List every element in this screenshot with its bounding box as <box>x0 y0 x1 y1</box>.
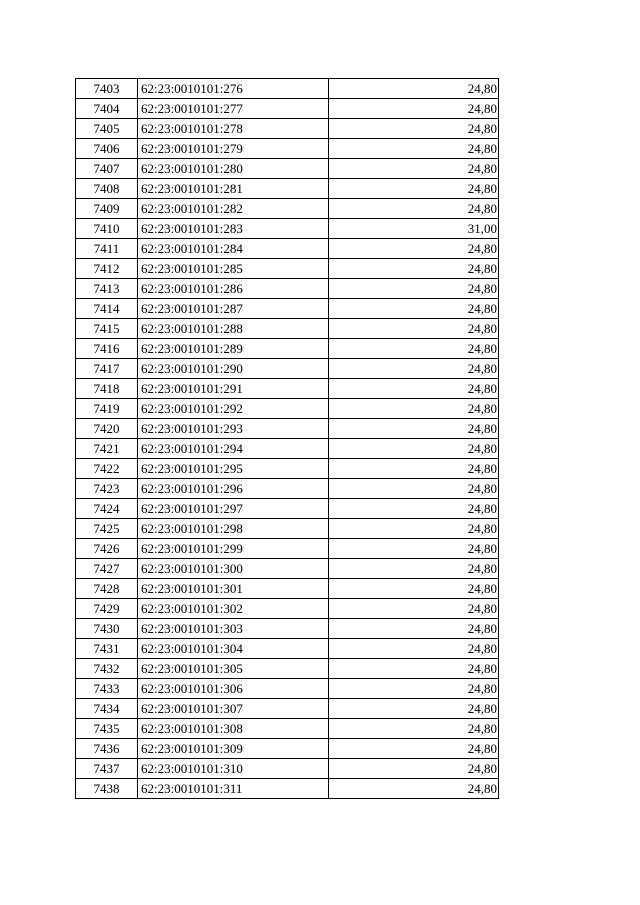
table-row <box>76 739 499 759</box>
row-number-cell: 7435 <box>76 719 138 739</box>
cadastral-number-cell: 62:23:0010101:286 <box>138 279 329 299</box>
row-number-cell: 7438 <box>76 779 138 799</box>
cadastral-number-cell: 62:23:0010101:302 <box>138 599 329 619</box>
area-cell: 24,80 <box>329 259 499 279</box>
cadastral-number-cell: 62:23:0010101:287 <box>138 299 329 319</box>
row-number-cell: 7422 <box>76 459 138 479</box>
row-number-cell: 7429 <box>76 599 138 619</box>
area-cell: 24,80 <box>329 499 499 519</box>
cadastral-number-cell: 62:23:0010101:277 <box>138 99 329 119</box>
table-row <box>76 599 499 619</box>
area-cell: 24,80 <box>329 559 499 579</box>
table-row <box>76 719 499 739</box>
table-row <box>76 339 499 359</box>
area-cell: 24,80 <box>329 239 499 259</box>
cadastral-number-cell: 62:23:0010101:311 <box>138 779 329 799</box>
row-number-cell: 7412 <box>76 259 138 279</box>
cadastral-number-cell: 62:23:0010101:304 <box>138 639 329 659</box>
cadastral-number-cell: 62:23:0010101:280 <box>138 159 329 179</box>
area-cell: 24,80 <box>329 579 499 599</box>
area-cell: 24,80 <box>329 639 499 659</box>
row-number-cell: 7423 <box>76 479 138 499</box>
area-cell: 24,80 <box>329 739 499 759</box>
cadastral-number-cell: 62:23:0010101:289 <box>138 339 329 359</box>
area-cell: 24,80 <box>329 659 499 679</box>
area-cell: 31,00 <box>329 219 499 239</box>
area-cell: 24,80 <box>329 99 499 119</box>
area-cell: 24,80 <box>329 279 499 299</box>
row-number-cell: 7409 <box>76 199 138 219</box>
cadastral-number-cell: 62:23:0010101:284 <box>138 239 329 259</box>
table-row <box>76 499 499 519</box>
area-cell: 24,80 <box>329 199 499 219</box>
area-cell: 24,80 <box>329 459 499 479</box>
cadastral-number-cell: 62:23:0010101:290 <box>138 359 329 379</box>
table-row <box>76 199 499 219</box>
row-number-cell: 7403 <box>76 79 138 99</box>
table-row <box>76 639 499 659</box>
cadastral-number-cell: 62:23:0010101:305 <box>138 659 329 679</box>
table-row <box>76 179 499 199</box>
cadastral-number-cell: 62:23:0010101:295 <box>138 459 329 479</box>
row-number-cell: 7431 <box>76 639 138 659</box>
row-number-cell: 7413 <box>76 279 138 299</box>
table-row <box>76 299 499 319</box>
area-cell: 24,80 <box>329 439 499 459</box>
table-row <box>76 439 499 459</box>
cadastral-number-cell: 62:23:0010101:299 <box>138 539 329 559</box>
row-number-cell: 7419 <box>76 399 138 419</box>
table-row <box>76 319 499 339</box>
cadastral-number-cell: 62:23:0010101:300 <box>138 559 329 579</box>
cadastral-number-cell: 62:23:0010101:306 <box>138 679 329 699</box>
row-number-cell: 7415 <box>76 319 138 339</box>
row-number-cell: 7420 <box>76 419 138 439</box>
table-row <box>76 399 499 419</box>
table-row <box>76 239 499 259</box>
area-cell: 24,80 <box>329 319 499 339</box>
row-number-cell: 7418 <box>76 379 138 399</box>
table-row <box>76 679 499 699</box>
area-cell: 24,80 <box>329 339 499 359</box>
area-cell: 24,80 <box>329 419 499 439</box>
cadastral-number-cell: 62:23:0010101:296 <box>138 479 329 499</box>
cadastral-number-cell: 62:23:0010101:291 <box>138 379 329 399</box>
cadastral-number-cell: 62:23:0010101:282 <box>138 199 329 219</box>
table-row <box>76 419 499 439</box>
area-cell: 24,80 <box>329 539 499 559</box>
table-row <box>76 619 499 639</box>
row-number-cell: 7408 <box>76 179 138 199</box>
row-number-cell: 7405 <box>76 119 138 139</box>
cadastral-number-cell: 62:23:0010101:279 <box>138 139 329 159</box>
table-row <box>76 779 499 799</box>
row-number-cell: 7428 <box>76 579 138 599</box>
area-cell: 24,80 <box>329 399 499 419</box>
table-row <box>76 259 499 279</box>
area-cell: 24,80 <box>329 519 499 539</box>
row-number-cell: 7411 <box>76 239 138 259</box>
table-row <box>76 379 499 399</box>
cadastral-number-cell: 62:23:0010101:310 <box>138 759 329 779</box>
area-cell: 24,80 <box>329 599 499 619</box>
table-row <box>76 659 499 679</box>
row-number-cell: 7430 <box>76 619 138 639</box>
row-number-cell: 7426 <box>76 539 138 559</box>
registry-table-body <box>76 79 499 799</box>
area-cell: 24,80 <box>329 379 499 399</box>
table-row <box>76 519 499 539</box>
cadastral-number-cell: 62:23:0010101:297 <box>138 499 329 519</box>
cadastral-number-cell: 62:23:0010101:288 <box>138 319 329 339</box>
table-row <box>76 99 499 119</box>
table-row <box>76 219 499 239</box>
row-number-cell: 7410 <box>76 219 138 239</box>
area-cell: 24,80 <box>329 699 499 719</box>
cadastral-number-cell: 62:23:0010101:298 <box>138 519 329 539</box>
table-row <box>76 459 499 479</box>
row-number-cell: 7416 <box>76 339 138 359</box>
cadastral-number-cell: 62:23:0010101:307 <box>138 699 329 719</box>
cadastral-number-cell: 62:23:0010101:278 <box>138 119 329 139</box>
row-number-cell: 7433 <box>76 679 138 699</box>
table-row <box>76 139 499 159</box>
row-number-cell: 7407 <box>76 159 138 179</box>
area-cell: 24,80 <box>329 79 499 99</box>
row-number-cell: 7421 <box>76 439 138 459</box>
cadastral-number-cell: 62:23:0010101:276 <box>138 79 329 99</box>
row-number-cell: 7427 <box>76 559 138 579</box>
cadastral-number-cell: 62:23:0010101:293 <box>138 419 329 439</box>
cadastral-number-cell: 62:23:0010101:308 <box>138 719 329 739</box>
row-number-cell: 7406 <box>76 139 138 159</box>
cadastral-number-cell: 62:23:0010101:285 <box>138 259 329 279</box>
area-cell: 24,80 <box>329 359 499 379</box>
table-row <box>76 559 499 579</box>
area-cell: 24,80 <box>329 299 499 319</box>
table-row <box>76 79 499 99</box>
row-number-cell: 7425 <box>76 519 138 539</box>
row-number-cell: 7437 <box>76 759 138 779</box>
table-row <box>76 539 499 559</box>
table-row <box>76 479 499 499</box>
area-cell: 24,80 <box>329 159 499 179</box>
area-cell: 24,80 <box>329 139 499 159</box>
area-cell: 24,80 <box>329 119 499 139</box>
row-number-cell: 7414 <box>76 299 138 319</box>
table-row <box>76 699 499 719</box>
row-number-cell: 7417 <box>76 359 138 379</box>
cadastral-number-cell: 62:23:0010101:294 <box>138 439 329 459</box>
table-row <box>76 579 499 599</box>
cadastral-number-cell: 62:23:0010101:301 <box>138 579 329 599</box>
area-cell: 24,80 <box>329 779 499 799</box>
row-number-cell: 7436 <box>76 739 138 759</box>
cadastral-number-cell: 62:23:0010101:281 <box>138 179 329 199</box>
cadastral-number-cell: 62:23:0010101:303 <box>138 619 329 639</box>
table-row <box>76 359 499 379</box>
registry-table <box>75 78 499 799</box>
cadastral-number-cell: 62:23:0010101:309 <box>138 739 329 759</box>
table-row <box>76 119 499 139</box>
table-row <box>76 279 499 299</box>
area-cell: 24,80 <box>329 719 499 739</box>
cadastral-number-cell: 62:23:0010101:283 <box>138 219 329 239</box>
area-cell: 24,80 <box>329 679 499 699</box>
row-number-cell: 7404 <box>76 99 138 119</box>
row-number-cell: 7432 <box>76 659 138 679</box>
cadastral-number-cell: 62:23:0010101:292 <box>138 399 329 419</box>
row-number-cell: 7434 <box>76 699 138 719</box>
area-cell: 24,80 <box>329 479 499 499</box>
table-row <box>76 159 499 179</box>
area-cell: 24,80 <box>329 619 499 639</box>
area-cell: 24,80 <box>329 759 499 779</box>
table-row <box>76 759 499 779</box>
row-number-cell: 7424 <box>76 499 138 519</box>
area-cell: 24,80 <box>329 179 499 199</box>
